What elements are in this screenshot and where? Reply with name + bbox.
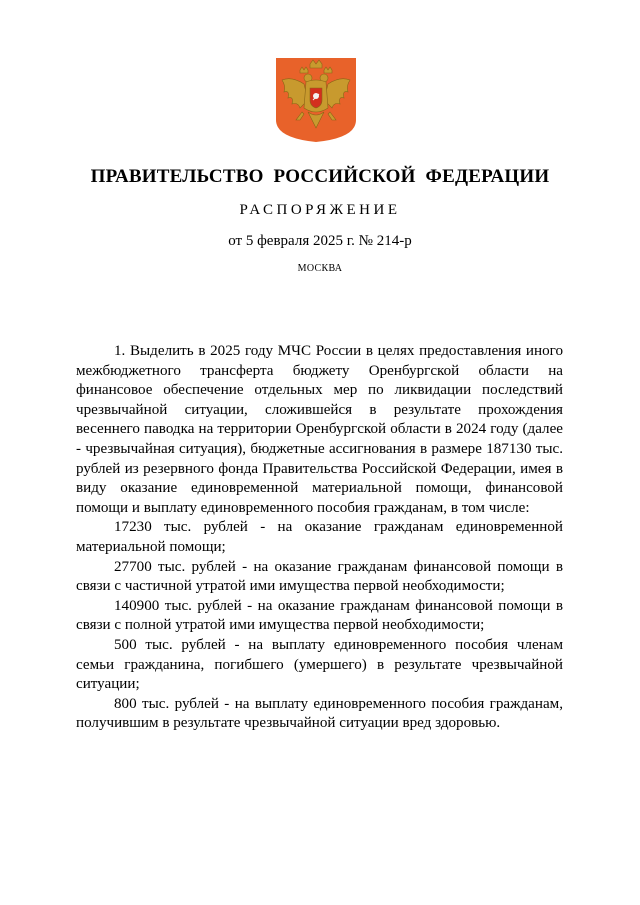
paragraph-item: 140900 тыс. рублей - на оказание гражданам финансовой помощи в связи с полной утратой ими имущества первой необходимости; <box>76 597 563 634</box>
document-body <box>76 342 563 734</box>
paragraph-item: 27700 тыс. рублей - на оказание гражданам финансовой помощи в связи с частичной утратой ими имущества первой необходимости; <box>76 558 563 595</box>
coat-of-arms-icon <box>274 56 358 144</box>
paragraph-item: 500 тыс. рублей - на выплату единовременного пособия членам семьи гражданина, погибшего (умершего) в результате чрезвычайной ситуации; <box>76 636 563 693</box>
document-type: РАСПОРЯЖЕНИЕ <box>239 202 401 218</box>
paragraph-item: 800 тыс. рублей - на выплату единовременного пособия гражданам, получившим в результате чрезвычайной ситуации вред здоровью. <box>76 695 563 732</box>
paragraph-item: 17230 тыс. рублей - на оказание гражданам единовременной материальной помощи; <box>76 519 563 555</box>
document-city: МОСКВА <box>297 263 343 274</box>
paragraph-main: 1. Выделить в 2025 году МЧС России в целях предоставления иного межбюджетного трансферта бюджету Оренбургской области на финансовое обеспечение отдельных мер по ликвидации последствий чрезвычайной ситуации, сложившейся в результате прохождения весеннего паводка на территории Оренбургской области в 2024 году (далее - чрезвычайная ситуация), бюджетные ассигнования в размере 187130 тыс. рублей из резервного фонда Правительства Российской Федерации, имея в виду оказание единовременной материальной помощи, финансовой помощи и выплату единовременного пособия гражданам, в том числе: <box>76 343 563 516</box>
document-date-number: от 5 февраля 2025 г. № 214-р <box>228 233 412 249</box>
organization-title: ПРАВИТЕЛЬСТВО РОССИЙСКОЙ ФЕДЕРАЦИИ <box>90 166 550 187</box>
